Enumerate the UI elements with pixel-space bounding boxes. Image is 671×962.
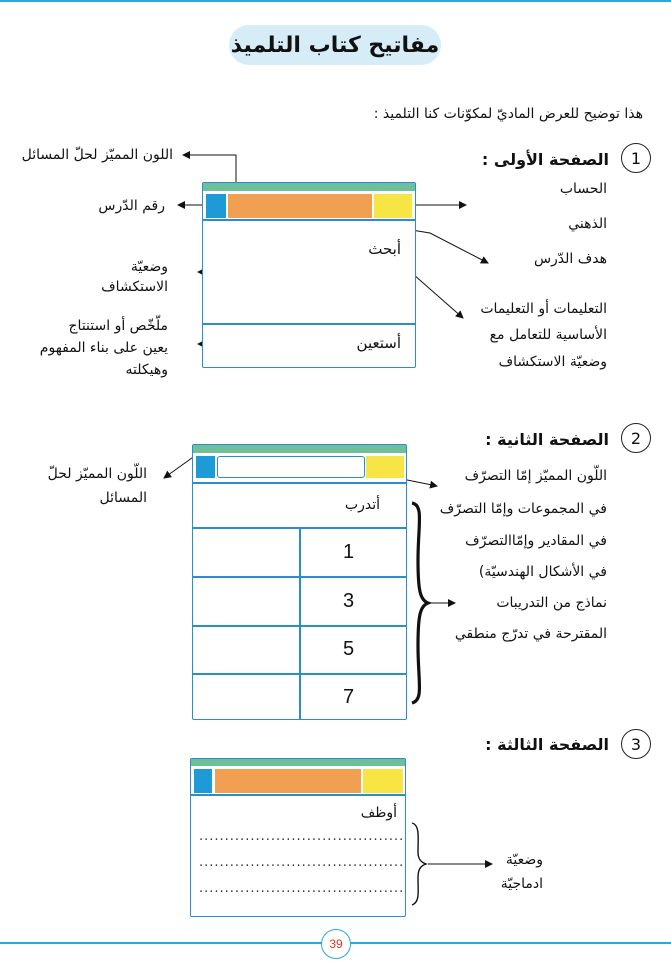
blue-square [194, 769, 212, 793]
empty-header-field [217, 456, 365, 478]
dotted-line-3: ........................................ [199, 881, 405, 896]
label-instructions-1: التعليمات أو التعليمات [480, 301, 607, 317]
label-right-5: نماذج من التدريبات [496, 595, 607, 611]
section-3-number: 3 [621, 729, 651, 759]
label-explore-2: الاستكشاف [101, 279, 168, 295]
label-instructions-2: الأساسية للتعامل مع [489, 327, 607, 343]
label-summary-3: وهيكلته [125, 362, 168, 378]
label-mental-2: الذهني [568, 216, 607, 232]
box-word-use: أستعين [356, 334, 401, 352]
blue-square [206, 194, 226, 218]
yellow-square [363, 769, 403, 793]
label-color-problems-2b: المسائل [99, 490, 147, 506]
label-integration-1: وضعيّة [505, 852, 543, 868]
green-bar [203, 183, 415, 191]
label-lesson-goal: هدف الدّرس [533, 251, 607, 267]
box-word-search: أبحث [368, 240, 401, 258]
page-number: 39 [321, 929, 351, 959]
box-word-employ: أوظف [360, 805, 397, 821]
label-color-problems: اللون المميّز لحلّ المسائل [21, 147, 173, 163]
label-explore-1: وضعيّة [130, 259, 168, 275]
label-summary-2: يعين على بناء المفهوم [39, 340, 168, 356]
page1-layout-box [202, 182, 416, 368]
section-2-number: 2 [621, 423, 651, 453]
yellow-square [366, 456, 404, 478]
table-row: 1 [343, 541, 355, 563]
green-bar [191, 759, 405, 766]
section-1-number: 1 [621, 143, 651, 173]
label-right-1: اللّون المميّز إمّا التصرّف [464, 468, 607, 484]
label-right-4: في الأشكال الهندسيّة) [478, 564, 607, 580]
label-right-2: في المجموعات وإمّا التصرّف [439, 501, 607, 517]
dotted-line-1: ........................................ [199, 829, 405, 844]
label-lesson-number: رقم الدّرس [98, 198, 165, 214]
box-word-train: أتدرب [344, 497, 380, 513]
label-right-3: في المقادير وإمّاالتصرّف [465, 533, 607, 549]
page-title: مفاتيح كتاب التلميذ [229, 25, 441, 65]
table-row: 3 [343, 590, 355, 612]
orange-bar [228, 194, 372, 218]
page3-layout-box [190, 758, 406, 917]
section-1-heading: الصفحة الأولى : [481, 150, 609, 169]
green-bar [193, 445, 406, 453]
table-row: 7 [343, 686, 355, 708]
page2-layout-box [192, 444, 407, 720]
intro-text: هذا توضيح للعرض الماديّ لمكوّنات كنا التلميذ : [373, 106, 643, 122]
section-2-heading: الصفحة الثانية : [485, 430, 609, 449]
label-color-problems-2a: اللّون المميّز لحلّ [47, 466, 147, 482]
yellow-square [374, 194, 412, 218]
section-3-heading: الصفحة الثالثة : [485, 735, 609, 754]
label-integration-2: ادماجيّة [500, 876, 543, 892]
label-summary-1: ملّخّص أو استنتاج [68, 318, 168, 334]
dotted-line-2: ........................................ [199, 855, 405, 870]
orange-bar [215, 769, 361, 793]
table-row: 5 [343, 638, 355, 660]
blue-square [196, 456, 215, 478]
label-mental-1: الحساب [559, 181, 607, 197]
label-instructions-3: وضعيّة الاستكشاف [498, 354, 607, 370]
label-right-6: المقترحة في تدرّج منطقي [454, 626, 607, 642]
